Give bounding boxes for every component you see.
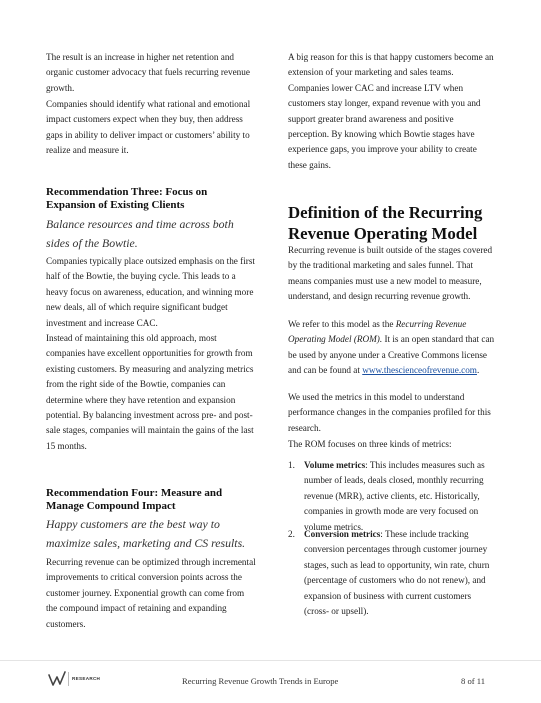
list-text	[304, 527, 494, 619]
science-of-revenue-link[interactable]: www.thescienceofrevenue.com	[362, 365, 477, 376]
section-heading-rom: Definition of the Recurring Revenue Operating Model	[288, 203, 483, 243]
paragraph-three-kinds: The ROM focuses on three kinds of metrics:	[288, 439, 452, 449]
recommendation-four-heading: Recommendation Four: Measure and Manage Compound Impact	[46, 487, 223, 512]
logo-separator	[68, 672, 69, 686]
rom-name: Recurring Revenue Operating Model (ROM).	[288, 319, 467, 345]
paragraph-net-retention: The result is an increase in higher net retention and organic customer advocacy that fuels recurring revenue growth.	[46, 52, 250, 93]
list-number: 2.	[288, 529, 295, 539]
rom-text-c: .	[476, 365, 480, 376]
list-description: : These include tracking conversion percentages through customer journey stages, such as lead to opportunity, win rate, churn (percentage of customers who do not renew), and expansion of business with current customers (cross- or upsell).	[304, 529, 490, 617]
rom-text-a: We refer to this model as the	[288, 319, 396, 329]
list-number: 1.	[288, 460, 295, 470]
list-text	[304, 458, 494, 535]
w-logo-icon	[48, 669, 68, 689]
recommendation-four-subheading: Happy customers are the best way to maximize sales, marketing and CS results.	[46, 517, 246, 550]
paragraph-existing-customers: Instead of maintaining this old approach, most companies have excellent opportunities for growth from existing customers. By measuring and analyzing metrics from the right side of the Bowtie, companies can determine where they have retention and expansion potential. By balancing investment across pre- and post-sale stages, companies will maintain the gains of the last 15 months.	[46, 333, 254, 451]
footer-document-title: Recurring Revenue Growth Trends in Europe	[182, 676, 339, 686]
rom-text-b: It is an open standard that can be used by anyone under a Creative Commons license and can be found at	[288, 334, 495, 376]
logo-research-label: RESEARCH	[72, 676, 101, 681]
footer-divider	[0, 660, 541, 661]
paragraph-rom-reference	[288, 317, 495, 379]
list-term: Conversion metrics	[304, 529, 381, 539]
list-term: Volume metrics	[304, 460, 366, 470]
page-number: 8 of 11	[461, 676, 486, 686]
paragraph-metrics-used: We used the metrics in this model to understand performance changes in the companies profiled for this research.	[288, 392, 491, 433]
list-description: : This includes measures such as number of leads, deals closed, monthly recurring revenue (MRR), active clients, etc. Historically, companies in growth mode are very focused on volume metrics.	[304, 460, 485, 532]
list-item	[288, 527, 495, 627]
recommendation-three-heading: Recommendation Three: Focus on Expansion of Existing Clients	[46, 186, 208, 211]
paragraph-recurring-revenue-built: Recurring revenue is built outside of the stages covered by the traditional marketing and sales funnel. That means companies must use a new model to measure, understand, and design recurring revenue growth.	[288, 245, 493, 302]
recommendation-three-subheading: Balance resources and time across both sides of the Bowtie.	[46, 217, 234, 250]
list-item	[288, 458, 495, 532]
paragraph-compound-impact: Recurring revenue can be optimized through incremental improvements to critical conversion points across the customer journey. Exponential growth can come from the compound impact of retaining and expanding customers.	[46, 557, 256, 629]
paragraph-happy-customers: A big reason for this is that happy customers become an extension of your marketing and sales teams. Companies lower CAC and increase LTV when customers stay longer, expand revenue with you and support greater brand awareness and positive perception. By knowing which Bowtie stages have experience gaps, you improve your ability to create these gains.	[288, 52, 494, 170]
page-footer	[0, 660, 541, 703]
paragraph-bowtie-emphasis: Companies typically place outsized emphasis on the first half of the Bowtie, the buying cycle. This leads to a heavy focus on awareness, education, and winning more new deals, all of which require significant budget investment and increase CAC.	[46, 256, 255, 328]
paragraph-identify-impact: Companies should identify what rational and emotional impact customers expect when they buy, then address gaps in ability to deliver impact or customers’ ability to realize and measure it.	[46, 99, 251, 156]
